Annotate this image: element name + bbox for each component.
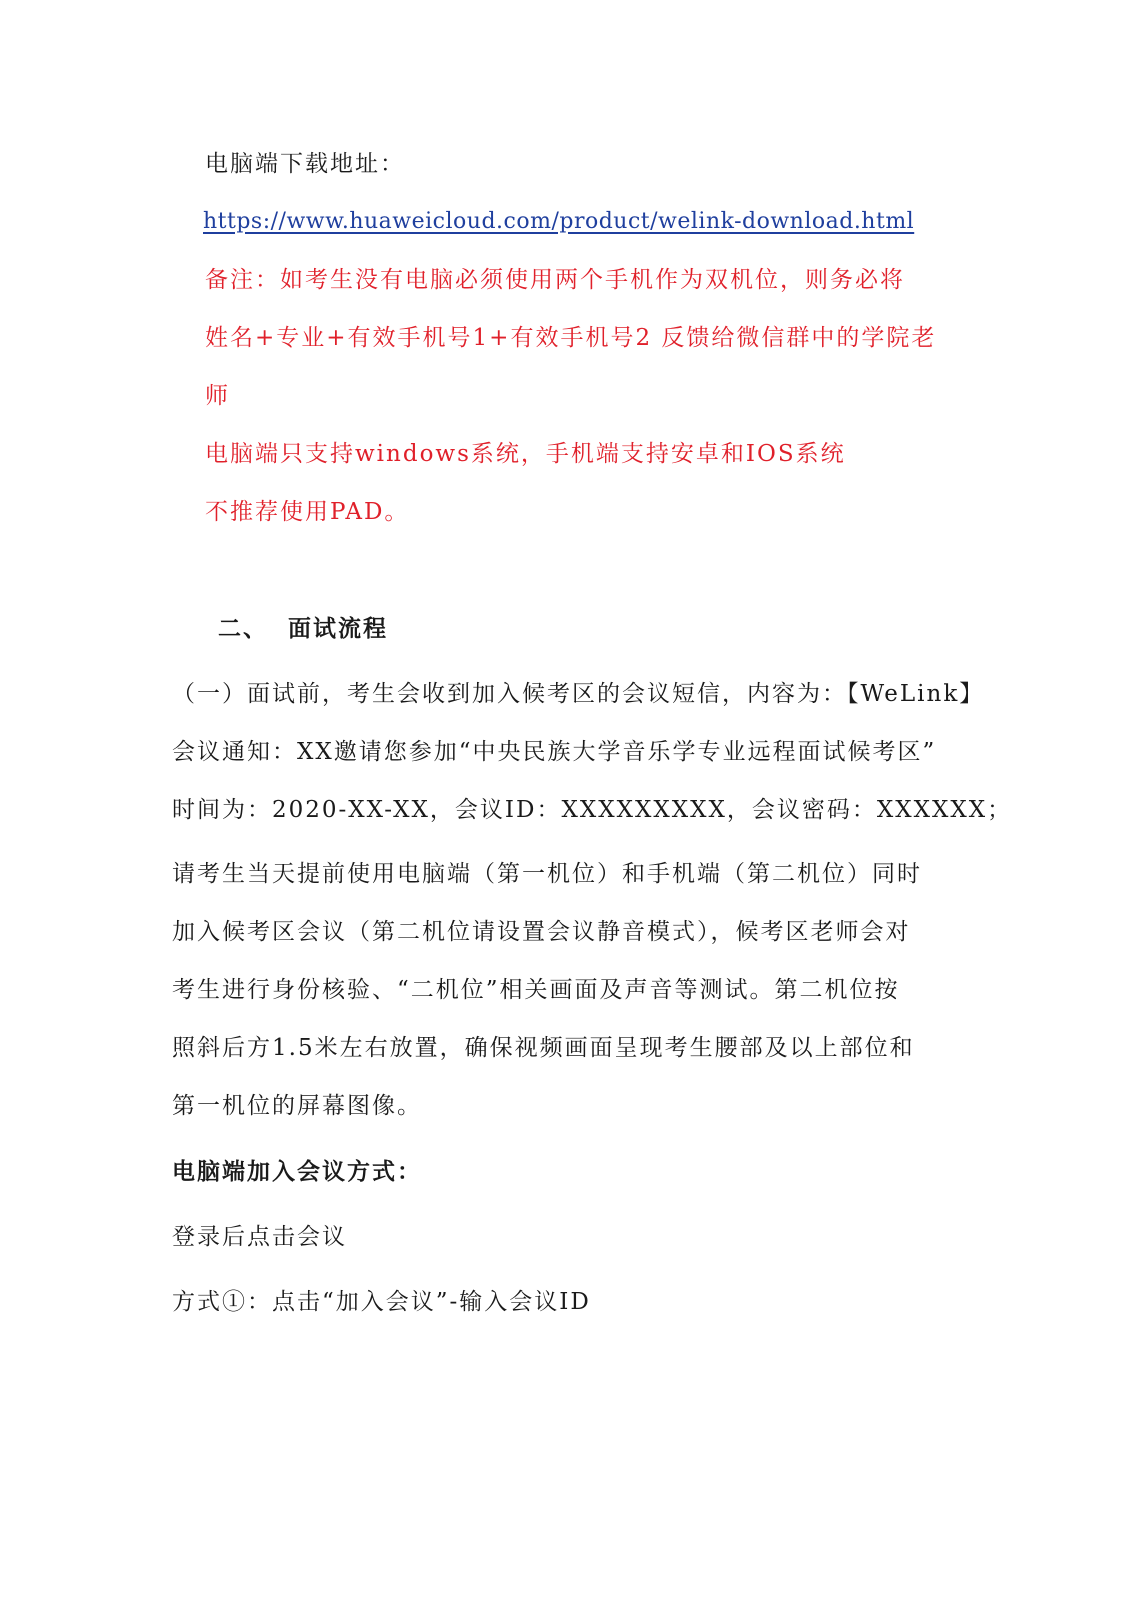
download-link[interactable]: https://www.huaweicloud.com/product/welink-download.html <box>203 209 915 234</box>
join-method-1: 方式①：点击“加入会议”-输入会议ID <box>172 1289 591 1315</box>
join-heading: 电脑端加入会议方式： <box>172 1158 422 1185</box>
section-heading <box>218 613 388 645</box>
instruction-line-2: 加入候考区会议（第二机位请设置会议静音模式），候考区老师会对 <box>172 919 911 945</box>
instruction-line-5: 第一机位的屏幕图像。 <box>172 1093 422 1119</box>
note-line-2: 姓名+专业+有效手机号1+有效手机号2 反馈给微信群中的学院老 <box>205 325 937 351</box>
instruction-line-3: 考生进行身份核验、“二机位”相关画面及声音等测试。第二机位按 <box>172 977 900 1003</box>
section-title: 面试流程 <box>288 615 388 642</box>
note-line-4: 电脑端只支持windows系统，手机端支持安卓和IOS系统 <box>205 441 846 467</box>
note-line-5: 不推荐使用PAD。 <box>205 499 410 525</box>
note-line-1: 备注：如考生没有电脑必须使用两个手机作为双机位，则务必将 <box>205 267 905 293</box>
download-label: 电脑端下载地址： <box>205 151 405 177</box>
sms-line-2: 会议通知：XX邀请您参加“中央民族大学音乐学专业远程面试候考区” <box>172 739 937 765</box>
note-line-3: 师 <box>205 383 230 409</box>
sms-line-1: （一）面试前，考生会收到加入候考区的会议短信，内容为：【WeLink】 <box>172 681 985 707</box>
sms-line-3: 时间为：2020-XX-XX，会议ID：XXXXXXXXX，会议密码：XXXXXX； <box>172 797 1013 823</box>
section-number: 二、 <box>218 615 268 642</box>
instruction-line-4: 照斜后方1.5米左右放置，确保视频画面呈现考生腰部及以上部位和 <box>172 1035 915 1061</box>
instruction-line-1: 请考生当天提前使用电脑端（第一机位）和手机端（第二机位）同时 <box>172 861 922 887</box>
join-step: 登录后点击会议 <box>172 1224 347 1250</box>
